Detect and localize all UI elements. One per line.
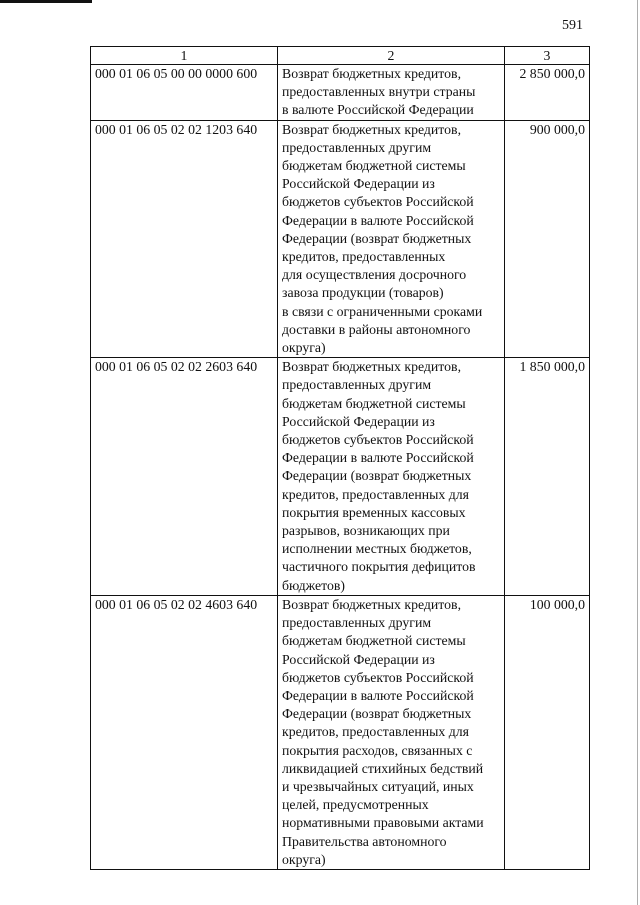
budget-table: [90, 46, 590, 870]
table-row: [91, 65, 590, 121]
row-amount: 2 850 000,0: [505, 65, 590, 121]
column-header-2: 2: [278, 47, 505, 65]
column-header-1: 1: [91, 47, 278, 65]
row-description: Возврат бюджетных кредитов, предоставленных другим бюджетам бюджетной системы Российской Федерации из бюджетов субъектов Российской Федерации в валюте Российской Федерации (возврат бюджетных кредитов, предоставленных для покрытия временных кассовых разрывов, возникающих при исполнении местных бюджетов, частичного покрытия дефицитов бюджетов): [278, 358, 505, 596]
budget-code: 000 01 06 05 00 00 0000 600: [91, 65, 278, 121]
page-number: 591: [562, 18, 583, 33]
row-amount: 900 000,0: [505, 120, 590, 358]
table-row: [91, 595, 590, 869]
column-header-3: 3: [505, 47, 590, 65]
row-description: Возврат бюджетных кредитов, предоставленных другим бюджетам бюджетной системы Российской Федерации из бюджетов субъектов Российской Федерации в валюте Российской Федерации (возврат бюджетных кредитов, предоставленных для покрытия расходов, связанных с ликвидацией стихийных бедствий и чрезвычайных ситуаций, иных целей, предусмотренных нормативными правовыми актами Правительства автономного округа): [278, 595, 505, 869]
table-row: [91, 358, 590, 596]
row-description: Возврат бюджетных кредитов, предоставленных внутри страны в валюте Российской Федерации: [278, 65, 505, 121]
table-row: [91, 120, 590, 358]
row-amount: 1 850 000,0: [505, 358, 590, 596]
header-row: [91, 47, 590, 65]
row-description: Возврат бюджетных кредитов, предоставленных другим бюджетам бюджетной системы Российской Федерации из бюджетов субъектов Российской Федерации в валюте Российской Федерации (возврат бюджетных кредитов, предоставленных для осуществления досрочного завоза продукции (товаров) в связи с ограниченными сроками доставки в районы автономного округа): [278, 120, 505, 358]
top-edge-rule: [0, 0, 92, 3]
budget-code: 000 01 06 05 02 02 2603 640: [91, 358, 278, 596]
budget-code: 000 01 06 05 02 02 4603 640: [91, 595, 278, 869]
row-amount: 100 000,0: [505, 595, 590, 869]
right-edge-rule: [637, 0, 638, 905]
budget-code: 000 01 06 05 02 02 1203 640: [91, 120, 278, 358]
